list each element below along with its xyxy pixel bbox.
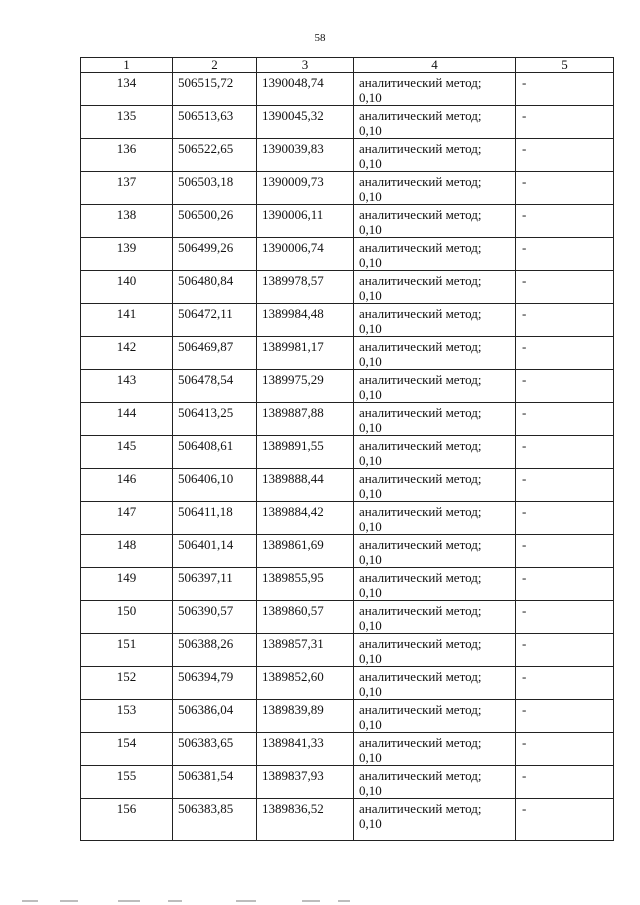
table-row bbox=[81, 766, 614, 799]
method-cell bbox=[354, 568, 516, 601]
precision-value: 0,10 bbox=[359, 288, 382, 303]
column-header: 3 bbox=[257, 58, 354, 73]
x-coordinate-cell: 506388,26 bbox=[173, 634, 257, 667]
method-cell bbox=[354, 700, 516, 733]
point-number-cell: 153 bbox=[81, 700, 173, 733]
point-number-cell: 148 bbox=[81, 535, 173, 568]
precision-value: 0,10 bbox=[359, 123, 382, 138]
y-coordinate-cell: 1389852,60 bbox=[257, 667, 354, 700]
x-coordinate-cell: 506401,14 bbox=[173, 535, 257, 568]
table-row bbox=[81, 271, 614, 304]
note-cell: - bbox=[516, 370, 614, 403]
y-coordinate-cell: 1389857,31 bbox=[257, 634, 354, 667]
y-coordinate-cell: 1389884,42 bbox=[257, 502, 354, 535]
method-text: аналитический метод; bbox=[359, 669, 482, 684]
precision-value: 0,10 bbox=[359, 717, 382, 732]
note-cell: - bbox=[516, 502, 614, 535]
method-text: аналитический метод; bbox=[359, 240, 482, 255]
y-coordinate-cell: 1389836,52 bbox=[257, 799, 354, 841]
note-cell: - bbox=[516, 337, 614, 370]
method-text: аналитический метод; bbox=[359, 306, 482, 321]
method-text: аналитический метод; bbox=[359, 339, 482, 354]
point-number-cell: 141 bbox=[81, 304, 173, 337]
coordinates-table bbox=[80, 57, 614, 841]
note-cell: - bbox=[516, 205, 614, 238]
method-text: аналитический метод; bbox=[359, 438, 482, 453]
point-number-cell: 147 bbox=[81, 502, 173, 535]
y-coordinate-cell: 1389888,44 bbox=[257, 469, 354, 502]
y-coordinate-cell: 1389841,33 bbox=[257, 733, 354, 766]
note-cell: - bbox=[516, 172, 614, 205]
precision-value: 0,10 bbox=[359, 486, 382, 501]
point-number-cell: 151 bbox=[81, 634, 173, 667]
note-cell: - bbox=[516, 634, 614, 667]
x-coordinate-cell: 506383,85 bbox=[173, 799, 257, 841]
point-number-cell: 134 bbox=[81, 73, 173, 106]
x-coordinate-cell: 506480,84 bbox=[173, 271, 257, 304]
method-text: аналитический метод; bbox=[359, 702, 482, 717]
table-row bbox=[81, 304, 614, 337]
precision-value: 0,10 bbox=[359, 552, 382, 567]
table-row bbox=[81, 502, 614, 535]
x-coordinate-cell: 506386,04 bbox=[173, 700, 257, 733]
precision-value: 0,10 bbox=[359, 90, 382, 105]
x-coordinate-cell: 506469,87 bbox=[173, 337, 257, 370]
table-row bbox=[81, 601, 614, 634]
method-cell bbox=[354, 535, 516, 568]
method-cell bbox=[354, 337, 516, 370]
method-cell bbox=[354, 106, 516, 139]
precision-value: 0,10 bbox=[359, 189, 382, 204]
method-cell bbox=[354, 403, 516, 436]
precision-value: 0,10 bbox=[359, 783, 382, 798]
method-text: аналитический метод; bbox=[359, 207, 482, 222]
method-cell bbox=[354, 601, 516, 634]
x-coordinate-cell: 506478,54 bbox=[173, 370, 257, 403]
y-coordinate-cell: 1389887,88 bbox=[257, 403, 354, 436]
point-number-cell: 136 bbox=[81, 139, 173, 172]
y-coordinate-cell: 1389975,29 bbox=[257, 370, 354, 403]
table-row bbox=[81, 337, 614, 370]
x-coordinate-cell: 506472,11 bbox=[173, 304, 257, 337]
x-coordinate-cell: 506383,65 bbox=[173, 733, 257, 766]
note-cell: - bbox=[516, 667, 614, 700]
y-coordinate-cell: 1389839,89 bbox=[257, 700, 354, 733]
x-coordinate-cell: 506394,79 bbox=[173, 667, 257, 700]
method-cell bbox=[354, 370, 516, 403]
point-number-cell: 139 bbox=[81, 238, 173, 271]
y-coordinate-cell: 1390006,74 bbox=[257, 238, 354, 271]
x-coordinate-cell: 506408,61 bbox=[173, 436, 257, 469]
point-number-cell: 154 bbox=[81, 733, 173, 766]
x-coordinate-cell: 506500,26 bbox=[173, 205, 257, 238]
precision-value: 0,10 bbox=[359, 519, 382, 534]
precision-value: 0,10 bbox=[359, 156, 382, 171]
method-text: аналитический метод; bbox=[359, 75, 482, 90]
method-text: аналитический метод; bbox=[359, 108, 482, 123]
method-text: аналитический метод; bbox=[359, 768, 482, 783]
note-cell: - bbox=[516, 139, 614, 172]
method-cell bbox=[354, 799, 516, 841]
table-row bbox=[81, 370, 614, 403]
method-text: аналитический метод; bbox=[359, 537, 482, 552]
table-row bbox=[81, 667, 614, 700]
column-header: 4 bbox=[354, 58, 516, 73]
point-number-cell: 150 bbox=[81, 601, 173, 634]
table-row bbox=[81, 733, 614, 766]
note-cell: - bbox=[516, 73, 614, 106]
method-cell bbox=[354, 172, 516, 205]
table-row bbox=[81, 436, 614, 469]
x-coordinate-cell: 506513,63 bbox=[173, 106, 257, 139]
x-coordinate-cell: 506413,25 bbox=[173, 403, 257, 436]
y-coordinate-cell: 1390006,11 bbox=[257, 205, 354, 238]
method-text: аналитический метод; bbox=[359, 372, 482, 387]
column-header: 1 bbox=[81, 58, 173, 73]
precision-value: 0,10 bbox=[359, 222, 382, 237]
y-coordinate-cell: 1390039,83 bbox=[257, 139, 354, 172]
x-coordinate-cell: 506503,18 bbox=[173, 172, 257, 205]
table-row bbox=[81, 172, 614, 205]
point-number-cell: 144 bbox=[81, 403, 173, 436]
point-number-cell: 156 bbox=[81, 799, 173, 841]
table-header-row bbox=[81, 58, 614, 73]
table-row bbox=[81, 700, 614, 733]
method-cell bbox=[354, 667, 516, 700]
method-cell bbox=[354, 139, 516, 172]
precision-value: 0,10 bbox=[359, 684, 382, 699]
method-cell bbox=[354, 238, 516, 271]
method-text: аналитический метод; bbox=[359, 174, 482, 189]
y-coordinate-cell: 1389978,57 bbox=[257, 271, 354, 304]
y-coordinate-cell: 1390009,73 bbox=[257, 172, 354, 205]
method-cell bbox=[354, 766, 516, 799]
note-cell: - bbox=[516, 766, 614, 799]
y-coordinate-cell: 1389861,69 bbox=[257, 535, 354, 568]
table-row bbox=[81, 403, 614, 436]
note-cell: - bbox=[516, 106, 614, 139]
note-cell: - bbox=[516, 700, 614, 733]
point-number-cell: 145 bbox=[81, 436, 173, 469]
method-text: аналитический метод; bbox=[359, 801, 482, 816]
note-cell: - bbox=[516, 238, 614, 271]
point-number-cell: 142 bbox=[81, 337, 173, 370]
method-text: аналитический метод; bbox=[359, 636, 482, 651]
cut-off-next-line bbox=[0, 896, 640, 905]
precision-value: 0,10 bbox=[359, 816, 382, 831]
y-coordinate-cell: 1389891,55 bbox=[257, 436, 354, 469]
precision-value: 0,10 bbox=[359, 255, 382, 270]
table-body bbox=[81, 73, 614, 841]
method-cell bbox=[354, 205, 516, 238]
method-cell bbox=[354, 73, 516, 106]
point-number-cell: 143 bbox=[81, 370, 173, 403]
x-coordinate-cell: 506397,11 bbox=[173, 568, 257, 601]
x-coordinate-cell: 506411,18 bbox=[173, 502, 257, 535]
table-row bbox=[81, 469, 614, 502]
point-number-cell: 140 bbox=[81, 271, 173, 304]
y-coordinate-cell: 1390048,74 bbox=[257, 73, 354, 106]
precision-value: 0,10 bbox=[359, 453, 382, 468]
method-text: аналитический метод; bbox=[359, 141, 482, 156]
precision-value: 0,10 bbox=[359, 354, 382, 369]
precision-value: 0,10 bbox=[359, 618, 382, 633]
x-coordinate-cell: 506406,10 bbox=[173, 469, 257, 502]
method-text: аналитический метод; bbox=[359, 471, 482, 486]
y-coordinate-cell: 1389984,48 bbox=[257, 304, 354, 337]
method-cell bbox=[354, 304, 516, 337]
note-cell: - bbox=[516, 799, 614, 841]
method-text: аналитический метод; bbox=[359, 570, 482, 585]
method-text: аналитический метод; bbox=[359, 273, 482, 288]
note-cell: - bbox=[516, 535, 614, 568]
y-coordinate-cell: 1390045,32 bbox=[257, 106, 354, 139]
precision-value: 0,10 bbox=[359, 420, 382, 435]
column-header: 5 bbox=[516, 58, 614, 73]
note-cell: - bbox=[516, 733, 614, 766]
method-text: аналитический метод; bbox=[359, 504, 482, 519]
page-number: 58 bbox=[314, 32, 326, 44]
y-coordinate-cell: 1389860,57 bbox=[257, 601, 354, 634]
method-text: аналитический метод; bbox=[359, 405, 482, 420]
note-cell: - bbox=[516, 403, 614, 436]
method-cell bbox=[354, 436, 516, 469]
precision-value: 0,10 bbox=[359, 651, 382, 666]
x-coordinate-cell: 506390,57 bbox=[173, 601, 257, 634]
table-row bbox=[81, 568, 614, 601]
method-cell bbox=[354, 271, 516, 304]
table-row bbox=[81, 139, 614, 172]
precision-value: 0,10 bbox=[359, 321, 382, 336]
method-text: аналитический метод; bbox=[359, 603, 482, 618]
method-cell bbox=[354, 733, 516, 766]
point-number-cell: 155 bbox=[81, 766, 173, 799]
point-number-cell: 135 bbox=[81, 106, 173, 139]
x-coordinate-cell: 506515,72 bbox=[173, 73, 257, 106]
note-cell: - bbox=[516, 271, 614, 304]
table-row bbox=[81, 535, 614, 568]
method-cell bbox=[354, 634, 516, 667]
point-number-cell: 137 bbox=[81, 172, 173, 205]
note-cell: - bbox=[516, 601, 614, 634]
point-number-cell: 149 bbox=[81, 568, 173, 601]
table-row bbox=[81, 238, 614, 271]
column-header: 2 bbox=[173, 58, 257, 73]
note-cell: - bbox=[516, 568, 614, 601]
method-cell bbox=[354, 469, 516, 502]
point-number-cell: 138 bbox=[81, 205, 173, 238]
note-cell: - bbox=[516, 469, 614, 502]
y-coordinate-cell: 1389837,93 bbox=[257, 766, 354, 799]
table-row bbox=[81, 106, 614, 139]
method-cell bbox=[354, 502, 516, 535]
table-row bbox=[81, 73, 614, 106]
method-text: аналитический метод; bbox=[359, 735, 482, 750]
point-number-cell: 146 bbox=[81, 469, 173, 502]
note-cell: - bbox=[516, 436, 614, 469]
note-cell: - bbox=[516, 304, 614, 337]
table-row bbox=[81, 799, 614, 841]
precision-value: 0,10 bbox=[359, 585, 382, 600]
x-coordinate-cell: 506522,65 bbox=[173, 139, 257, 172]
table-row bbox=[81, 634, 614, 667]
table-row bbox=[81, 205, 614, 238]
point-number-cell: 152 bbox=[81, 667, 173, 700]
y-coordinate-cell: 1389981,17 bbox=[257, 337, 354, 370]
x-coordinate-cell: 506499,26 bbox=[173, 238, 257, 271]
precision-value: 0,10 bbox=[359, 387, 382, 402]
x-coordinate-cell: 506381,54 bbox=[173, 766, 257, 799]
y-coordinate-cell: 1389855,95 bbox=[257, 568, 354, 601]
precision-value: 0,10 bbox=[359, 750, 382, 765]
